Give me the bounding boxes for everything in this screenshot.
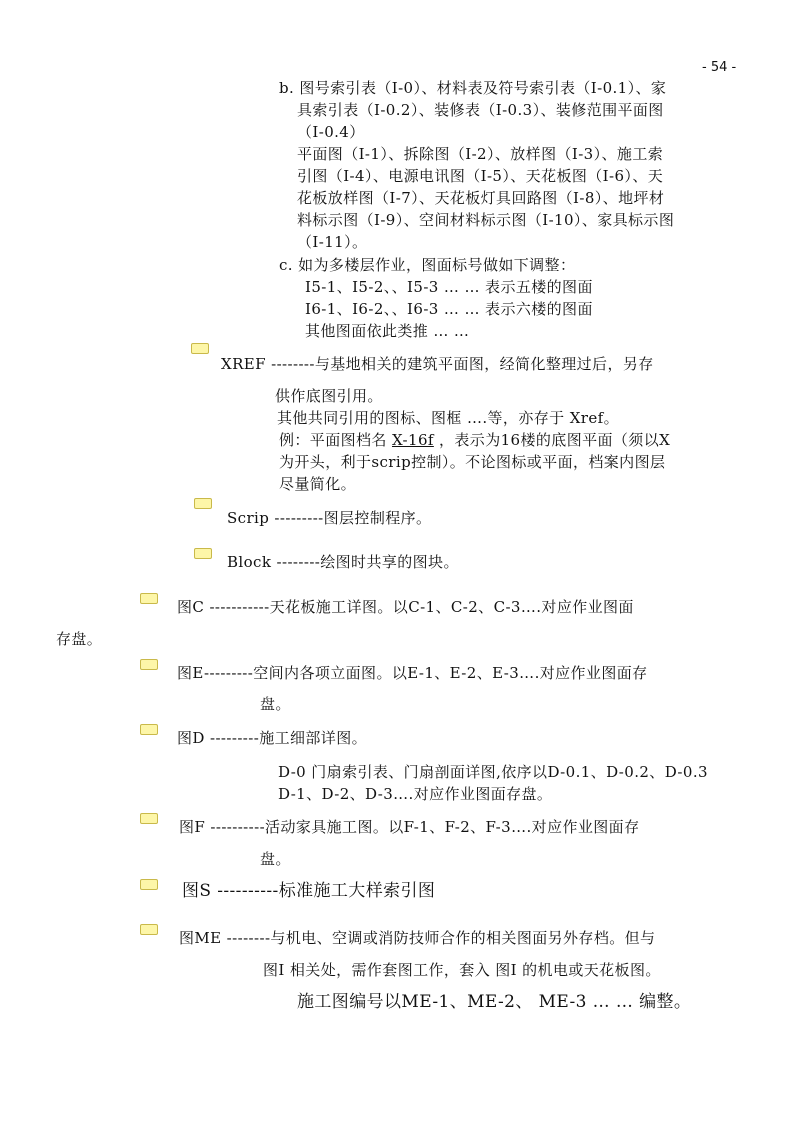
- note-marker-icon: [140, 593, 158, 604]
- xref-line3: 其他共同引用的图标、图框 ….等，亦存于 Xref。: [277, 409, 619, 427]
- list-item-c-line2: I5-1、I5-2、、I5-3 … … 表示五楼的图面: [305, 278, 593, 296]
- fig-e-line1: 图E---------空间内各项立面图。以E-1、E-2、E-3….对应作业图面存: [177, 664, 648, 682]
- note-marker-icon: [140, 659, 158, 670]
- list-item-c-line3: I6-1、I6-2、、I6-3 … … 表示六楼的图面: [305, 300, 593, 318]
- list-item-b-line1: b. 图号索引表（I-0）、材料表及符号索引表（I-0.1）、家: [279, 79, 667, 97]
- note-marker-icon: [140, 724, 158, 735]
- fig-me-line2: 图I 相关处，需作套图工作，套入 图I 的机电或天花板图。: [263, 961, 661, 979]
- fig-d-line2: D-0 门扇索引表、门扇剖面详图,依序以D-0.1、D-0.2、D-0.3: [278, 763, 708, 781]
- list-item-b-line8: （I-11）。: [297, 233, 368, 251]
- xref-example-prefix: 例：平面图档名: [279, 431, 392, 449]
- fig-s-line1: 图S ----------标准施工大样索引图: [182, 881, 436, 901]
- fig-c-line2: 存盘。: [56, 630, 103, 648]
- note-marker-icon: [140, 879, 158, 890]
- list-item-b-line3: （I-0.4）: [297, 123, 365, 141]
- note-marker-icon: [191, 343, 209, 354]
- fig-me-line1: 图ME --------与机电、空调或消防技师合作的相关图面另外存档。但与: [179, 929, 656, 947]
- fig-d-line3: D-1、D-2、D-3….对应作业图面存盘。: [278, 785, 553, 803]
- fig-d-line1: 图D ---------施工细部详图。: [177, 729, 368, 747]
- xref-line6: 尽量简化。: [279, 475, 357, 493]
- list-item-b-line5: 引图（I-4）、电源电讯图（I-5）、天花板图（I-6）、天: [297, 167, 664, 185]
- fig-f-line1: 图F ----------活动家具施工图。以F-1、F-2、F-3….对应作业图面存: [179, 818, 640, 836]
- fig-me-line3: 施工图编号以ME-1、ME-2、 ME-3 … … 编整。: [297, 992, 692, 1012]
- xref-line5: 为开头，利于scrip控制）。不论图标或平面，档案内图层: [279, 453, 666, 471]
- page-number: - 54 -: [702, 60, 737, 75]
- list-item-b-line6: 花板放样图（I-7）、天花板灯具回路图（I-8）、地坪材: [297, 189, 665, 207]
- note-marker-icon: [194, 498, 212, 509]
- xref-line2: 供作底图引用。: [275, 387, 383, 405]
- note-marker-icon: [140, 924, 158, 935]
- note-marker-icon: [194, 548, 212, 559]
- list-item-c-line1: c. 如为多楼层作业，图面标号做如下调整：: [279, 256, 576, 274]
- block-line1: Block --------绘图时共享的图块。: [227, 553, 459, 571]
- list-item-b-line2: 具索引表（I-0.2）、装修表（I-0.3）、装修范围平面图: [297, 101, 664, 119]
- list-item-c-line4: 其他图面依此类推 … …: [305, 322, 470, 340]
- fig-e-line2: 盘。: [260, 695, 291, 713]
- list-item-b-line7: 料标示图（I-9）、空间材料标示图（I-10）、家具标示图: [297, 211, 675, 229]
- fig-c-line1: 图C -----------天花板施工详图。以C-1、C-2、C-3….对应作业图面: [177, 598, 634, 616]
- fig-f-line2: 盘。: [260, 850, 291, 868]
- xref-line4: [279, 430, 670, 450]
- xref-example-filename: X-16f: [391, 431, 434, 449]
- scrip-line1: Scrip ---------图层控制程序。: [227, 509, 432, 527]
- list-item-b-line4: 平面图（I-1）、拆除图（I-2）、放样图（I-3）、施工索: [297, 145, 664, 163]
- xref-line1: XREF --------与基地相关的建筑平面图，经简化整理过后，另存: [221, 355, 654, 373]
- xref-example-suffix: ，表示为16楼的底图平面（须以X: [433, 431, 671, 449]
- note-marker-icon: [140, 813, 158, 824]
